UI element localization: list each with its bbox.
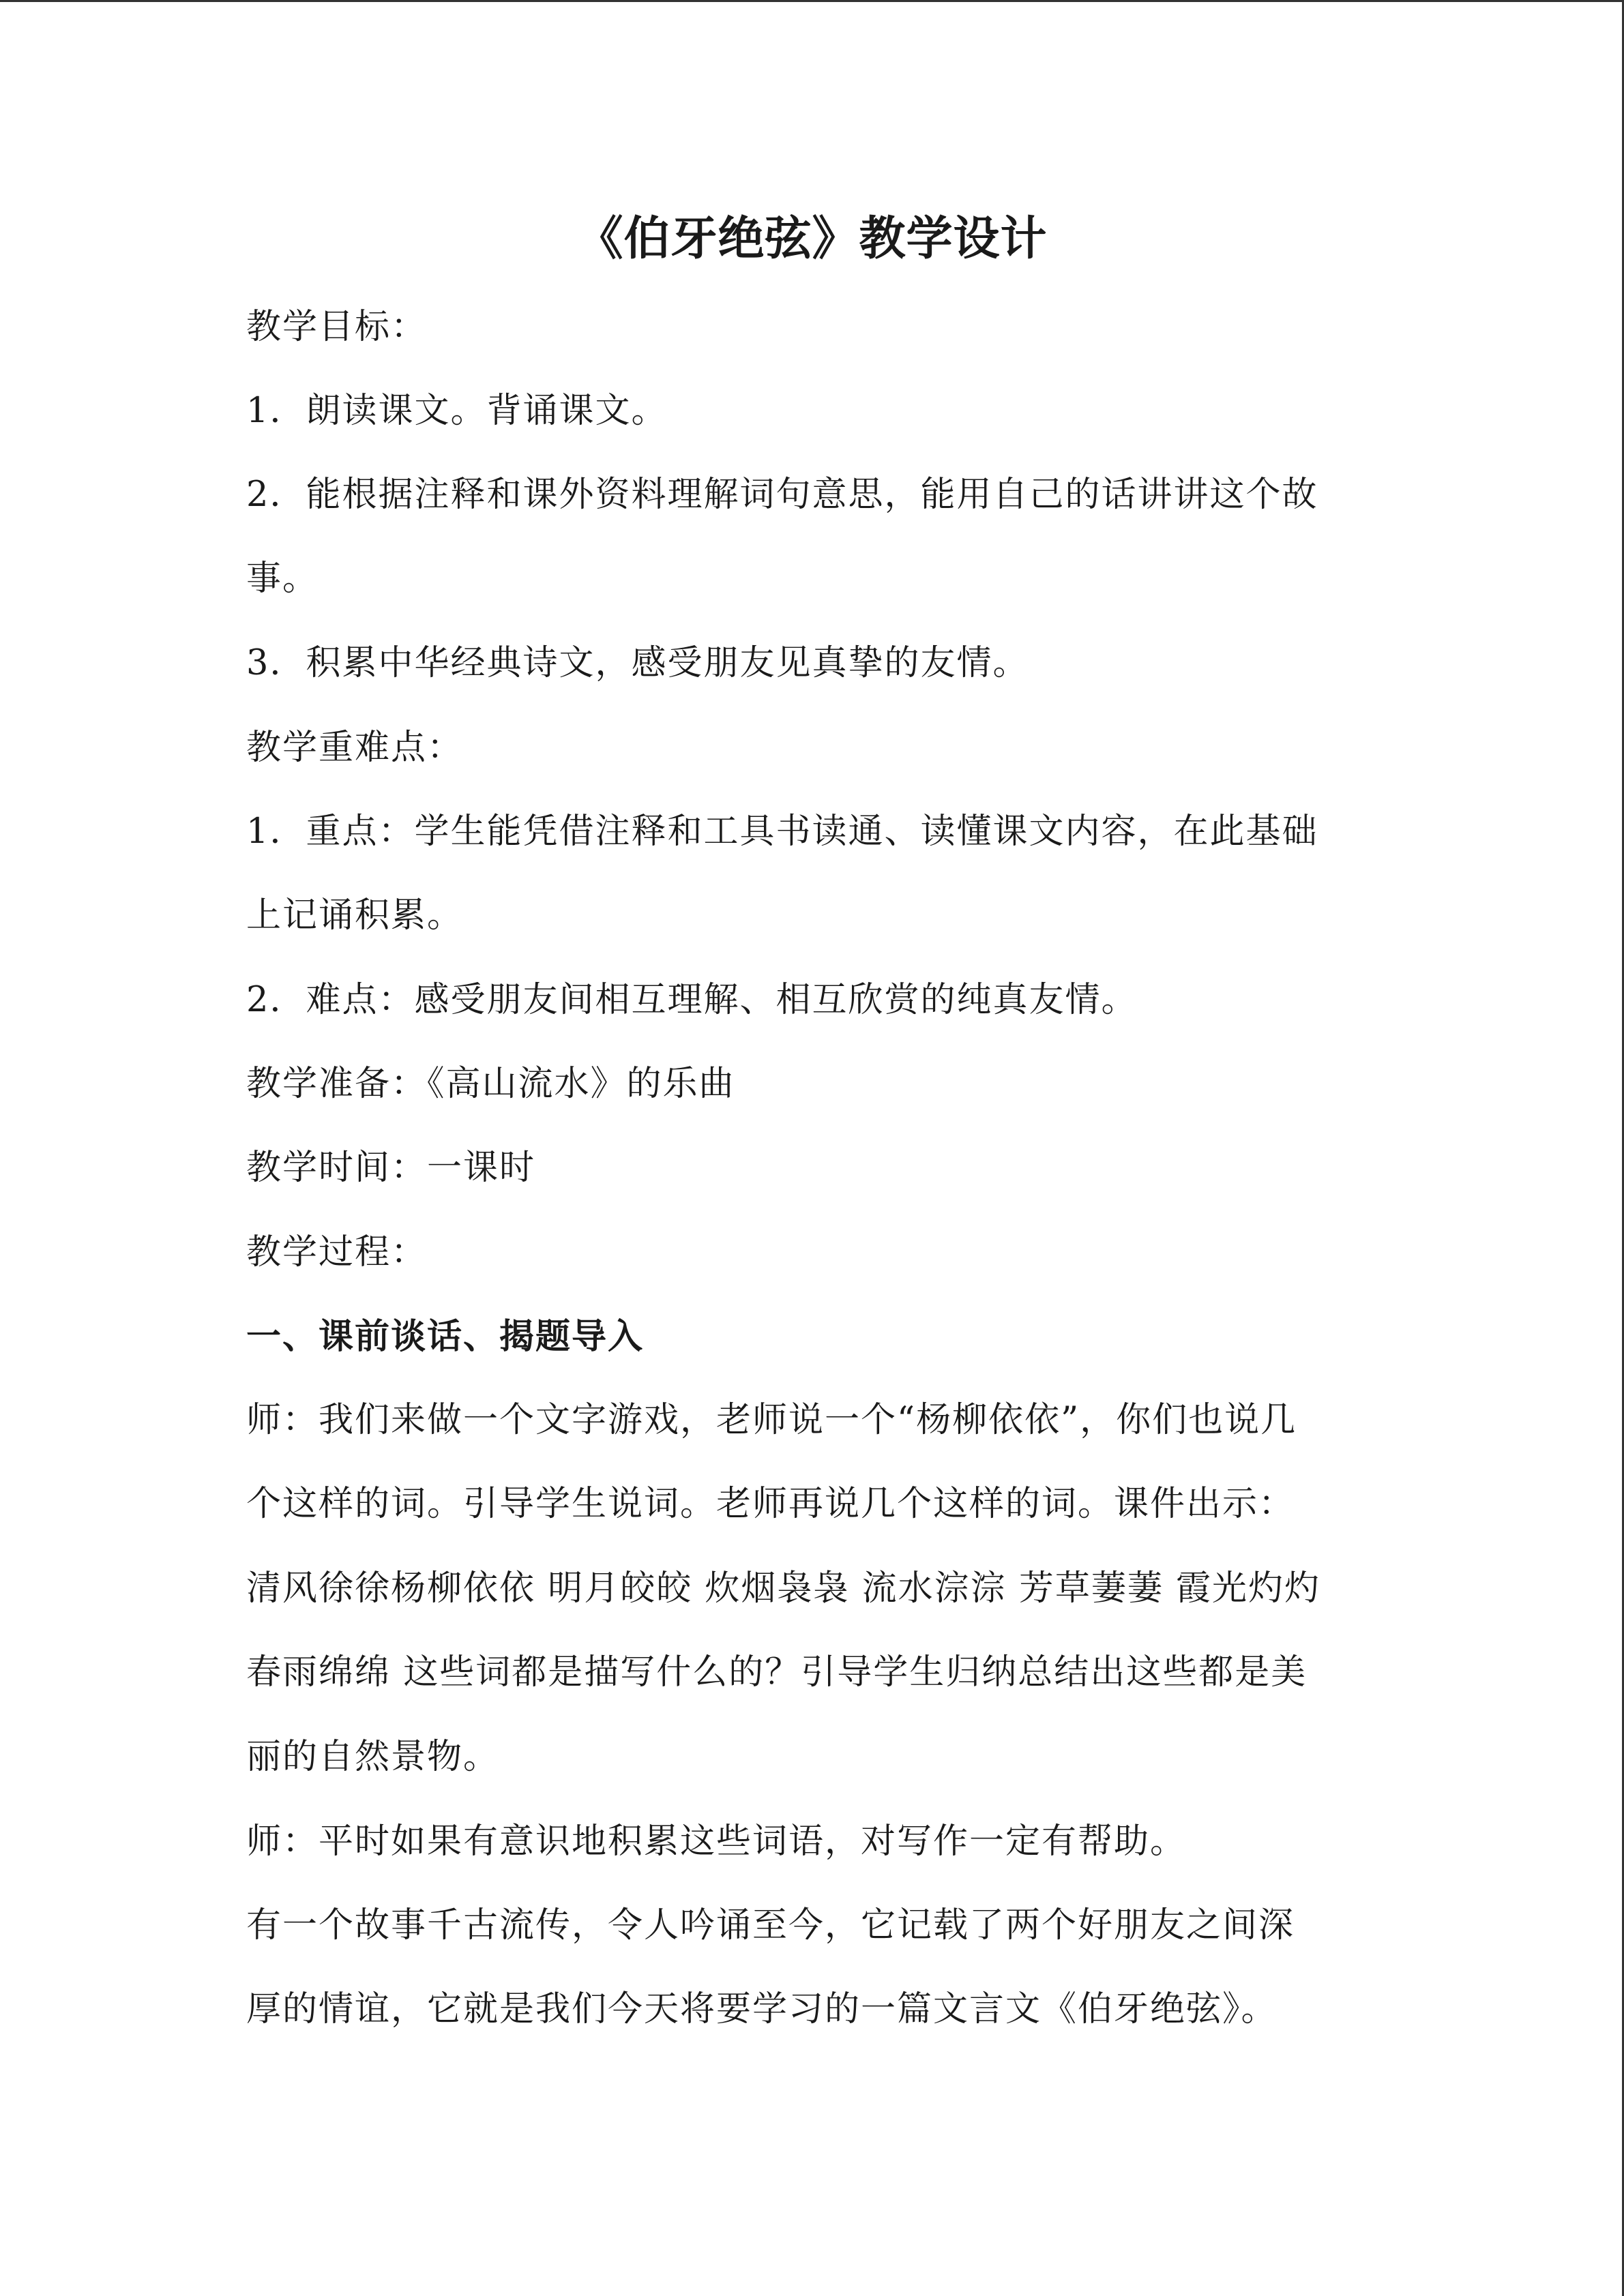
body-line: 有一个故事千古流传，令人吟诵至今，它记载了两个好朋友之间深 (246, 1905, 1295, 1945)
body-line: 教学时间：一课时 (246, 1148, 536, 1188)
body-line: 事。 (246, 558, 319, 599)
body-line: 教学目标： (246, 307, 428, 347)
body-line: 师：平时如果有意识地积累这些词语，对写作一定有帮助。 (246, 1821, 1187, 1862)
body-line: 教学过程： (246, 1232, 428, 1272)
page-top-border (0, 0, 1624, 2)
section-heading: 一、课前谈话、揭题导入 (246, 1316, 645, 1357)
body-line: 师：我们来做一个文字游戏，老师说一个“杨柳依依”，你们也说几 (246, 1400, 1297, 1440)
body-line: 个这样的词。引导学生说词。老师再说几个这样的词。课件出示： (246, 1484, 1295, 1524)
body-line: 清风徐徐杨柳依依 明月皎皎 炊烟袅袅 流水淙淙 芳草萋萋 霞光灼灼 (246, 1568, 1321, 1609)
body-line: 春雨绵绵 这些词都是描写什么的？引导学生归纳总结出这些都是美 (246, 1652, 1308, 1693)
body-line: 2．能根据注释和课外资料理解词句意思，能用自己的话讲讲这个故 (246, 475, 1318, 515)
body-line: 3．积累中华经典诗文，感受朋友见真挚的友情。 (246, 643, 1029, 683)
body-line: 厚的情谊，它就是我们今天将要学习的一篇文言文《伯牙绝弦》。 (246, 1989, 1278, 2029)
body-line: 2．难点：感受朋友间相互理解、相互欣赏的纯真友情。 (246, 980, 1138, 1020)
body-line: 1．朗读课文。背诵课文。 (246, 391, 668, 431)
body-line: 教学准备：《高山流水》的乐曲 (246, 1064, 735, 1104)
body-line: 上记诵积累。 (246, 895, 464, 936)
body-line: 1．重点：学生能凭借注释和工具书读通、读懂课文内容，在此基础 (246, 811, 1318, 852)
body-line: 丽的自然景物。 (246, 1737, 500, 1777)
document-title: 《伯牙绝弦》教学设计 (576, 211, 1048, 266)
body-line: 教学重难点： (246, 728, 464, 768)
